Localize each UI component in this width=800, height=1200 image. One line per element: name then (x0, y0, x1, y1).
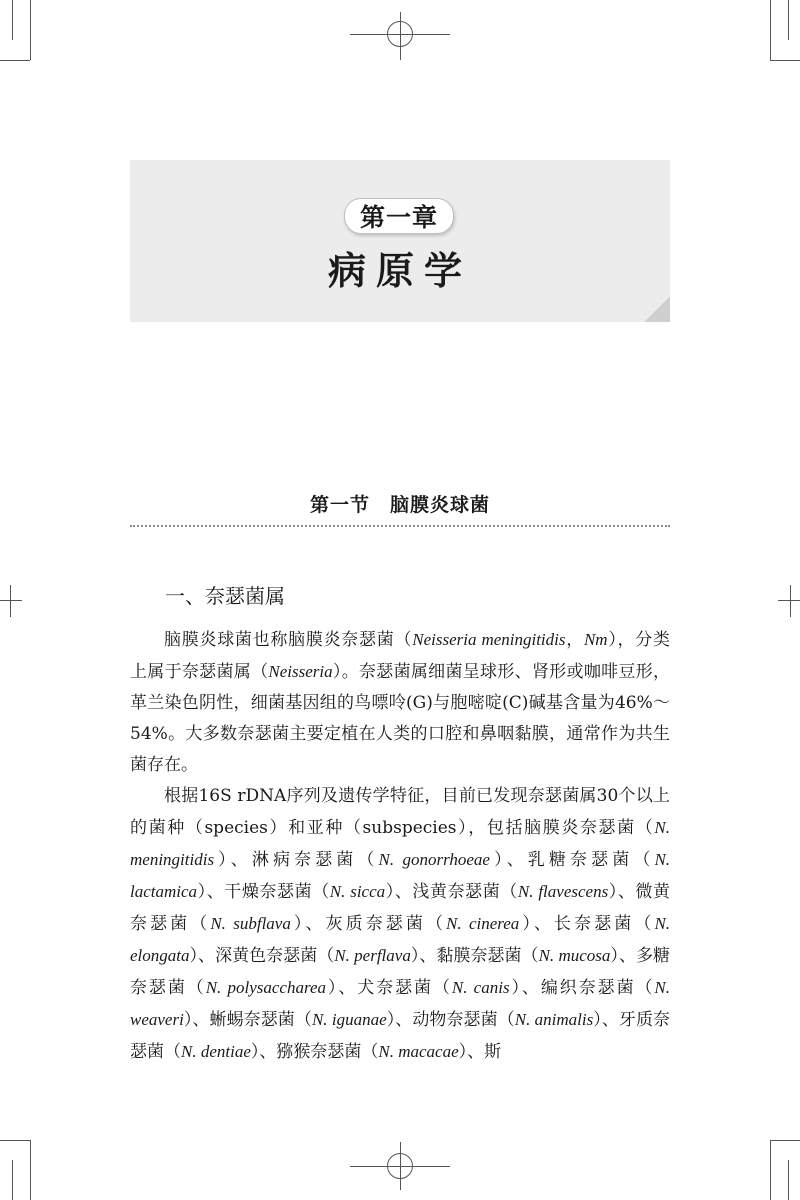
latin-name: N. sicca (329, 882, 386, 901)
latin-name: N. perflava (334, 946, 411, 965)
text-run: ）、干燥奈瑟菌（ (197, 882, 330, 902)
text-run: ）、多糖奈瑟菌（ (130, 946, 671, 998)
latin-name: N. cinerea (446, 914, 520, 933)
paragraph (130, 781, 670, 1068)
latin-name: N. flavescens (517, 882, 609, 901)
latin-name: Nm (583, 630, 608, 649)
text-run: 根据16S rDNA序列及遗传学特征，目前已发现奈瑟菌属30个以上的菌种（species）和亚种（subspecies），包括脑膜炎奈瑟菌（ (130, 786, 670, 838)
text-run: ）、猕猴奈瑟菌（ (250, 1042, 379, 1062)
latin-name: N. macacae (378, 1042, 459, 1061)
latin-name: N. gonorrhoeae (378, 850, 490, 869)
body-text (130, 624, 670, 1068)
text-run: ）、蜥蜴奈瑟菌（ (183, 1010, 312, 1030)
latin-name: N. elongata (130, 914, 671, 965)
text-run: ）、微黄奈瑟菌（ (130, 882, 671, 934)
crop-mark (770, 1140, 771, 1200)
text-run: ）、动物奈瑟菌（ (386, 1010, 515, 1030)
latin-name: N. iguanae (311, 1010, 387, 1029)
latin-name: N. mucosa (538, 946, 611, 965)
latin-name: N. lactamica (130, 850, 671, 901)
crop-mark (0, 1140, 30, 1141)
text-run: ）、牙质奈瑟菌（ (130, 1010, 671, 1062)
latin-name: N. meningitidis (130, 818, 670, 869)
latin-name: N. canis (451, 978, 510, 997)
registration-mark (790, 585, 791, 617)
latin-name: N. weaveri (130, 978, 671, 1029)
crop-mark (30, 1140, 31, 1200)
registration-circle (387, 21, 413, 47)
text-run: ）、淋病奈瑟菌（ (214, 850, 379, 870)
section-title: 第一节 脑膜炎球菌 (309, 494, 490, 516)
crop-mark (788, 1160, 789, 1200)
text-run: ）。奈瑟菌属细菌呈球形、肾形或咖啡豆形，革兰染色阴性，细菌基因组的鸟嘌呤(G)与胞嘧啶(C)碱基含量为46%～54%。大多数奈瑟菌主要定植在人类的口腔和鼻咽黏膜，通常作为共生菌存在。 (130, 662, 671, 775)
chapter-header (130, 160, 670, 322)
text-run: ， (565, 630, 584, 650)
crop-mark (0, 60, 30, 61)
text-run: ），分类上属于奈瑟菌属（ (130, 630, 671, 682)
crop-mark (30, 0, 31, 60)
text-run: ）、长奈瑟菌（ (519, 914, 655, 934)
crop-mark (770, 0, 771, 60)
text-run: ）、乳糖奈瑟菌（ (489, 850, 655, 870)
chapter-title: 病原学 (327, 248, 472, 293)
crop-mark (788, 0, 789, 40)
crop-mark (770, 1140, 800, 1141)
latin-name: N. animalis (514, 1010, 594, 1029)
crop-mark (12, 1160, 13, 1200)
registration-mark (778, 600, 800, 601)
text-run: ）、犬奈瑟菌（ (326, 978, 452, 998)
text-run: ）、黏膜奈瑟菌（ (410, 946, 539, 966)
latin-name: Neisseria meningitidis (412, 630, 566, 649)
latin-name: Neisseria (268, 662, 333, 681)
page-curl-decoration (644, 296, 670, 322)
latin-name: N. dentiae (181, 1042, 251, 1061)
text-run: 脑膜炎球菌也称脑膜炎奈瑟菌（ (164, 630, 413, 650)
paragraph (130, 624, 670, 781)
chapter-label: 第一章 (344, 198, 454, 234)
text-run: ）、编织奈瑟菌（ (509, 978, 655, 998)
section-divider (130, 525, 670, 527)
text-run: ）、灰质奈瑟菌（ (290, 914, 447, 934)
text-run: ）、浅黄奈瑟菌（ (385, 882, 518, 902)
registration-mark (0, 600, 22, 601)
crop-mark (770, 60, 800, 61)
text-run: ）、深黄色奈瑟菌（ (189, 946, 335, 966)
registration-mark (10, 585, 11, 617)
text-run: ）、斯 (458, 1042, 502, 1062)
registration-circle (387, 1153, 413, 1179)
subsection-heading: 一、奈瑟菌属 (165, 584, 285, 608)
latin-name: N. subflava (210, 914, 291, 933)
crop-mark (12, 0, 13, 40)
latin-name: N. polysaccharea (205, 978, 326, 997)
